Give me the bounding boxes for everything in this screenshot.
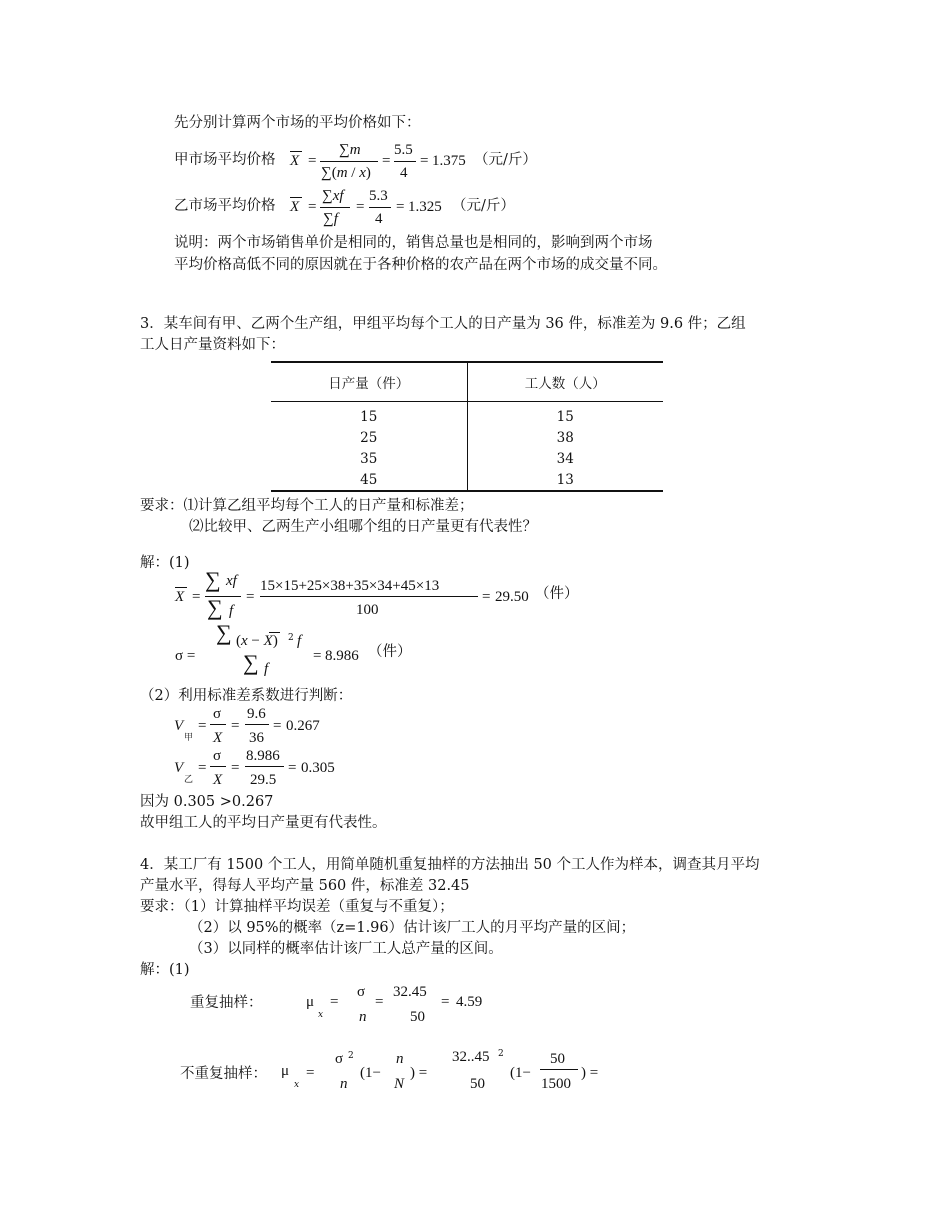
market-a-denominator: 4 [400, 165, 408, 181]
table-cell: 38 [556, 429, 574, 446]
repeat-numerator: 32.45 [393, 984, 427, 1000]
table-header-row [271, 362, 663, 402]
market-b-unit: （元/斤） [452, 198, 515, 214]
q4-requirement-1: 要求：（1）计算抽样平均误差（重复与不重复）； [140, 899, 454, 915]
table-row [271, 402, 663, 428]
table-row [271, 469, 663, 491]
cv-a-subscript: 甲 [184, 733, 194, 743]
mean-denominator: 100 [356, 602, 379, 618]
table-cell: 34 [556, 450, 574, 467]
nonrepeat-numerator: 32..45 [452, 1049, 490, 1065]
q3-line-2: 工人日产量资料如下： [140, 337, 285, 353]
table-cell: 25 [271, 427, 467, 448]
mean-result: 29.50 [495, 589, 529, 605]
market-a-unit: （元/斤） [474, 152, 537, 168]
q3-solution-label: 解：(1) [140, 555, 190, 571]
mean-unit: （件） [535, 586, 579, 602]
table-cell: 45 [271, 469, 467, 491]
cv-b-denominator: 29.5 [250, 772, 277, 788]
cv-a-result: 0.267 [286, 718, 320, 734]
table-row [271, 448, 663, 469]
repeat-denominator: 50 [410, 1009, 425, 1025]
q3-requirement-2: ⑵比较甲、乙两生产小组哪个组的日产量更有代表性？ [189, 519, 537, 535]
column-header: 日产量（件） [271, 362, 467, 402]
part-2-label: （2）利用标准差系数进行判断： [140, 688, 353, 704]
table-cell: 15 [556, 408, 574, 425]
table-cell: 13 [556, 471, 574, 488]
q4-requirement-3: （3）以同样的概率估计该厂工人总产量的区间。 [189, 941, 503, 957]
market-a-label: 甲市场平均价格 [174, 152, 276, 168]
table-cell: 15 [271, 402, 467, 428]
cv-b-result: 0.305 [301, 760, 335, 776]
xbar-overline [290, 151, 302, 152]
table-row [271, 427, 663, 448]
market-b-result: 1.325 [408, 199, 442, 215]
q4-line-2: 产量水平，得每人平均产量 560 件，标准差 32.45 [140, 878, 470, 894]
intro-text: 先分别计算两个市场的平均价格如下： [174, 115, 421, 131]
market-b-label: 乙市场平均价格 [174, 198, 276, 214]
nonrepeat-denominator: 50 [470, 1076, 485, 1092]
cv-b-subscript: 乙 [184, 775, 194, 785]
market-a-numerator: 5.5 [394, 142, 413, 158]
column-header: 工人数（人） [467, 362, 663, 402]
mean-numerator: 15×15+25×38+35×34+45×13 [260, 578, 440, 594]
xbar-symbol: X [290, 153, 300, 169]
conclusion-text: 故甲组工人的平均日产量更有代表性。 [140, 815, 387, 831]
note-line-1: 说明：两个市场销售单价是相同的，销售总量也是相同的，影响到两个市场 [174, 235, 653, 251]
market-a-result: 1.375 [432, 153, 466, 169]
sigma-result: 8.986 [325, 648, 359, 664]
nonrepeat-n-denominator: 1500 [541, 1076, 571, 1092]
note-line-2: 平均价格高低不同的原因就在于各种价格的农产品在两个市场的成交量不同。 [174, 257, 667, 273]
q4-requirement-2: （2）以 95%的概率（z=1.96）估计该厂工人的月平均产量的区间； [189, 920, 636, 936]
repeat-result: 4.59 [456, 994, 483, 1010]
q3-line-1: 3．某车间有甲、乙两个生产组，甲组平均每个工人的日产量为 36 件，标准差为 9.6 件；乙组 [140, 316, 746, 332]
nonrepeat-sampling-label: 不重复抽样： [180, 1066, 267, 1082]
sigma-unit: （件） [368, 644, 412, 660]
nonrepeat-n-numerator: 50 [550, 1051, 565, 1067]
market-b-denominator: 4 [375, 211, 383, 227]
table-cell: 35 [271, 448, 467, 469]
production-table [271, 361, 663, 492]
repeat-sampling-label: 重复抽样： [190, 995, 263, 1011]
market-b-numerator: 5.3 [369, 188, 388, 204]
cv-a-denominator: 36 [249, 730, 264, 746]
cv-b-numerator: 8.986 [246, 748, 280, 764]
comparison-text: 因为 0.305 >0.267 [140, 794, 274, 810]
q3-requirement-1: 要求：⑴计算乙组平均每个工人的日产量和标准差； [140, 498, 474, 514]
q4-line-1: 4．某工厂有 1500 个工人，用简单随机重复抽样的方法抽出 50 个工人作为样本，调查其月平均 [140, 857, 760, 873]
q4-solution-label: 解：(1) [140, 962, 190, 978]
cv-a-numerator: 9.6 [247, 706, 266, 722]
